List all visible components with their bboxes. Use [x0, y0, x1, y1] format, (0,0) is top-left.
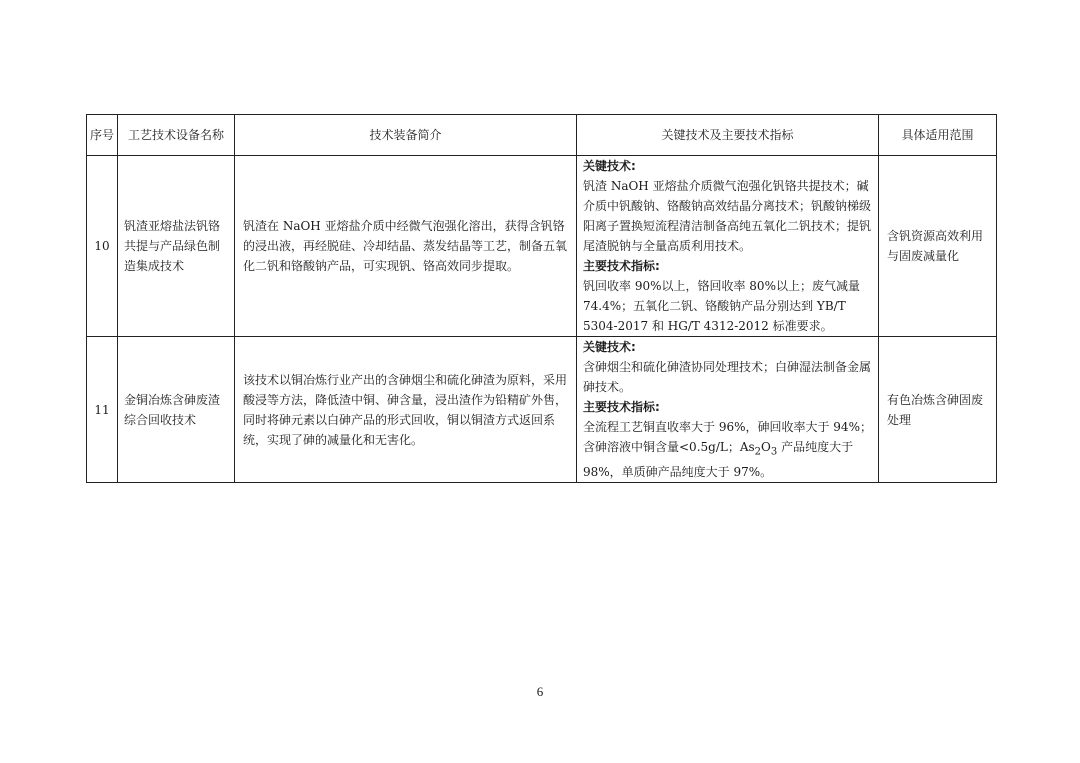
subscript-3: 3 [770, 446, 778, 458]
indicator-text: 钒回收率 90%以上，铬回收率 80%以上；废气减量 74.4%；五氧化二钒、铬酸钠产品分别达到 YB/T 5304-2017 和 HG/T 4312-2012 标准要求。 [583, 279, 860, 333]
header-name: 工艺技术设备名称 [118, 115, 235, 156]
key-tech-text: 含砷烟尘和硫化砷渣协同处理技术；白砷湿法制备金属砷技术。 [583, 360, 872, 394]
header-key-tech: 关键技术及主要技术指标 [577, 115, 879, 156]
row-intro: 钒渣在 NaOH 亚熔盐介质中经微气泡强化溶出，获得含钒铬的浸出液，再经脱硅、冷却结晶、蒸发结晶等工艺，制备五氧化二钒和铬酸钠产品，可实现钒、铬高效同步提取。 [235, 156, 577, 337]
indicator-text-c: 产品纯度大于 98%，单质砷产品纯度大于 97%。 [583, 440, 854, 480]
table-row [87, 156, 997, 337]
key-tech-label: 关键技术: [583, 159, 636, 173]
key-tech-label: 关键技术: [583, 340, 636, 354]
header-intro: 技术装备简介 [235, 115, 577, 156]
row-name: 金铜冶炼含砷废渣综合回收技术 [118, 337, 235, 483]
row-num: 11 [87, 337, 118, 483]
header-row [87, 115, 997, 156]
key-tech-text: 钒渣 NaOH 亚熔盐介质微气泡强化钒铬共提技术；碱介质中钒酸钠、铬酸钠高效结晶分离技术；钒酸钠梯级阳离子置换短流程清洁制备高纯五氧化二钒技术；提钒尾渣脱钠与全量高质利用技术。 [583, 179, 872, 253]
row-scope: 含钒资源高效利用与固废减量化 [879, 156, 997, 337]
indicator-text-b: O [761, 440, 771, 454]
indicator-text [583, 420, 872, 479]
indicator-text-a: 全流程工艺铜直收率大于 96%，砷回收率大于 94%；含砷溶液中铜含量<0.5g/L；As [583, 420, 872, 454]
row-scope: 有色冶炼含砷固废处理 [879, 337, 997, 483]
indicator-label: 主要技术指标: [583, 259, 660, 273]
header-num: 序号 [87, 115, 118, 156]
indicator-label: 主要技术指标: [583, 400, 660, 414]
row-key-tech [577, 337, 879, 483]
table-row [87, 337, 997, 483]
technology-table [86, 114, 997, 483]
header-scope: 具体适用范围 [879, 115, 997, 156]
row-intro: 该技术以铜冶炼行业产出的含砷烟尘和硫化砷渣为原料，采用酸浸等方法，降低渣中铜、砷含量，浸出渣作为铅精矿外售，同时将砷元素以白砷产品的形式回收，铜以铜渣方式返回系统，实现了砷的减量化和无害化。 [235, 337, 577, 483]
row-key-tech [577, 156, 879, 337]
row-name: 钒渣亚熔盐法钒铬共提与产品绿色制造集成技术 [118, 156, 235, 337]
row-num: 10 [87, 156, 118, 337]
page-number: 6 [536, 684, 544, 699]
subscript-2: 2 [754, 446, 762, 458]
